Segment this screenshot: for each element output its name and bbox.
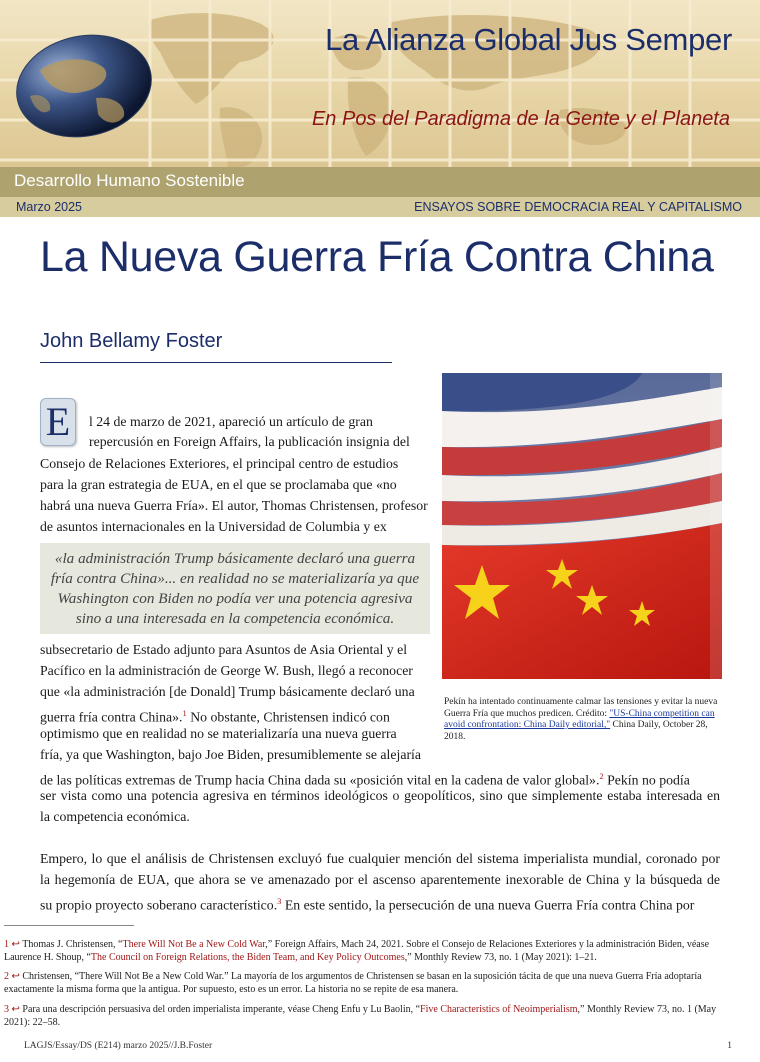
pull-quote-line: Washington con Biden no podía ver una potencia agresiva: [57, 590, 413, 607]
body-line: guerra fría contra China».$^1$ No obstante, Christensen indicó con: [40, 708, 390, 725]
pull-quote: [40, 543, 430, 634]
body-line: para la gran estrategia de EUA, en el que se proclamaba que «no: [40, 477, 397, 492]
section-label: Desarrollo Humano Sostenible: [14, 171, 245, 190]
body-line: habrá una nueva Guerra Fría». El autor, Thomas Christensen, profesor: [40, 498, 428, 513]
footnote-1: 1 ↩ Thomas J. Christensen, “There Will Not Be a New Cold War,” Foreign Affairs, Mach 24, 2021. Sobre el Consejo de Relaciones Exteriores y la administración Biden, véase Laurence H. Shoup, “The Council on Foreign Relations, the Biden Team, and Key Policy Outcomes,” Monthly Review 73, no. 1 (May 2021): 1–21.: [4, 939, 710, 963]
section-bar: [0, 167, 760, 197]
body-line: Pacífico en la administración de George W. Bush, llegó a reconocer: [40, 663, 413, 678]
caption-source-link[interactable]: "US-China competition can avoid confrontation: China Daily editorial,": [444, 708, 715, 730]
header-banner: [0, 0, 760, 167]
footnote-2: 2 ↩ Christensen, “There Will Not Be a New Cold War.” La mayoría de los argumentos de Christensen se basan en la suposición tácita de que una nueva Guerra Fría adoptaría exactamente la misma forma que la antigua. Por supuesto, esto es un error. La historia no se repite de esa manera.: [4, 971, 702, 995]
issue-date: Marzo 2025: [16, 200, 83, 214]
body-line: fría, ya que Washington, bajo Joe Biden, presumiblemente se alejaría: [40, 747, 421, 762]
body-line: que «la administración [de Donald] Trump básicamente declaró una: [40, 684, 415, 699]
footnote-divider: [4, 925, 134, 926]
site-tagline: En Pos del Paradigma de la Gente y el Planeta: [311, 108, 730, 130]
return-arrow-icon[interactable]: ↩: [11, 939, 20, 950]
return-arrow-icon[interactable]: ↩: [11, 971, 20, 982]
footnote-ref-2[interactable]: 2: [599, 771, 604, 781]
series-label: ENSAYOS SOBRE DEMOCRACIA REAL Y CAPITALISMO: [414, 200, 742, 214]
footnote-link[interactable]: The Council on Foreign Relations, the Biden Team, and Key Policy Outcomes: [90, 952, 405, 963]
body-line: su propio proyecto soberano característico.$^3$ En este sentido, la persecución de una nueva Guerra Fría contra China por: [40, 896, 695, 913]
body-line: subsecretario de Estado adjunto para Asuntos de Asia Oriental y el: [40, 642, 408, 657]
body-line: l 24 de marzo de 2021, apareció un artículo de gran: [89, 414, 373, 429]
article-photo: [442, 373, 722, 679]
photo-caption: Pekín ha intentado continuamente calmar las tensiones y evitar la nueva Guerra Fría que muchos predicen. Crédito: "US-China competition can avoid confrontation: China Daily editorial," China Daily, October 28, 2018.: [444, 697, 718, 742]
body-line: optimismo que en realidad no se materializaría una nueva guerra: [40, 726, 397, 741]
footnote-ref-3[interactable]: 3: [277, 896, 282, 906]
body-line: de las políticas extremas de Trump hacia China dada su «posición vital en la cadena de valor global».$^2$ Pekín no podía: [40, 771, 690, 788]
footnote-link[interactable]: There Will Not Be a New Cold War: [122, 939, 266, 950]
body-line: la hegemonía de EUA, que ahora se ve amenazado por el ascenso aparentemente inexorable de China y la búsqueda de: [40, 872, 720, 887]
footnote-3: 3 ↩ Para una descripción persuasiva del orden imperialista imperante, véase Cheng Enfu y Lu Baolin, “Five Characteristics of Neoimperialism,” Monthly Review 73, no. 1 (May 2021): 22–58.: [4, 1004, 717, 1028]
footnote-link[interactable]: Five Characteristics of Neoimperialism: [420, 1004, 578, 1015]
author-divider: [40, 362, 392, 363]
pull-quote-line: fría contra China»... en realidad no se materializaría ya que: [50, 570, 420, 587]
drop-cap: E: [40, 398, 76, 446]
footnote-ref-1[interactable]: 1: [182, 708, 187, 718]
page-title: La Nueva Guerra Fría Contra China: [40, 233, 714, 281]
return-arrow-icon[interactable]: ↩: [11, 1004, 20, 1015]
flags-image: [442, 373, 722, 679]
body-line: de asuntos internacionales en la Universidad de Columbia y ex: [40, 519, 387, 534]
pull-quote-line: sino a una interesada en la competencia económica.: [75, 610, 395, 627]
body-line: repercusión en Foreign Affairs, la publicación insignia del: [89, 434, 410, 449]
pull-quote-line: «la administración Trump básicamente declaró una guerra: [54, 550, 416, 567]
date-bar: [0, 197, 760, 217]
body-line: Empero, lo que el análisis de Christensen excluyó fue cualquier mención del sistema imperialista mundial, coronado por: [40, 851, 720, 866]
author-name: John Bellamy Foster: [40, 330, 223, 352]
body-line: ser vista como una potencia agresiva en términos ideológicos o geopolíticos, sino que simplemente estaba interesada en: [40, 788, 720, 803]
page-number: 1: [727, 1041, 732, 1051]
body-line: la competencia económica.: [40, 809, 190, 824]
body-line: Consejo de Relaciones Exteriores, el principal centro de estudios: [40, 456, 399, 471]
footer-reference: LAGJS/Essay/DS (E214) marzo 2025//J.B.Foster: [24, 1041, 213, 1051]
globe-icon: [7, 23, 161, 149]
site-title: La Alianza Global Jus Semper: [325, 22, 732, 57]
